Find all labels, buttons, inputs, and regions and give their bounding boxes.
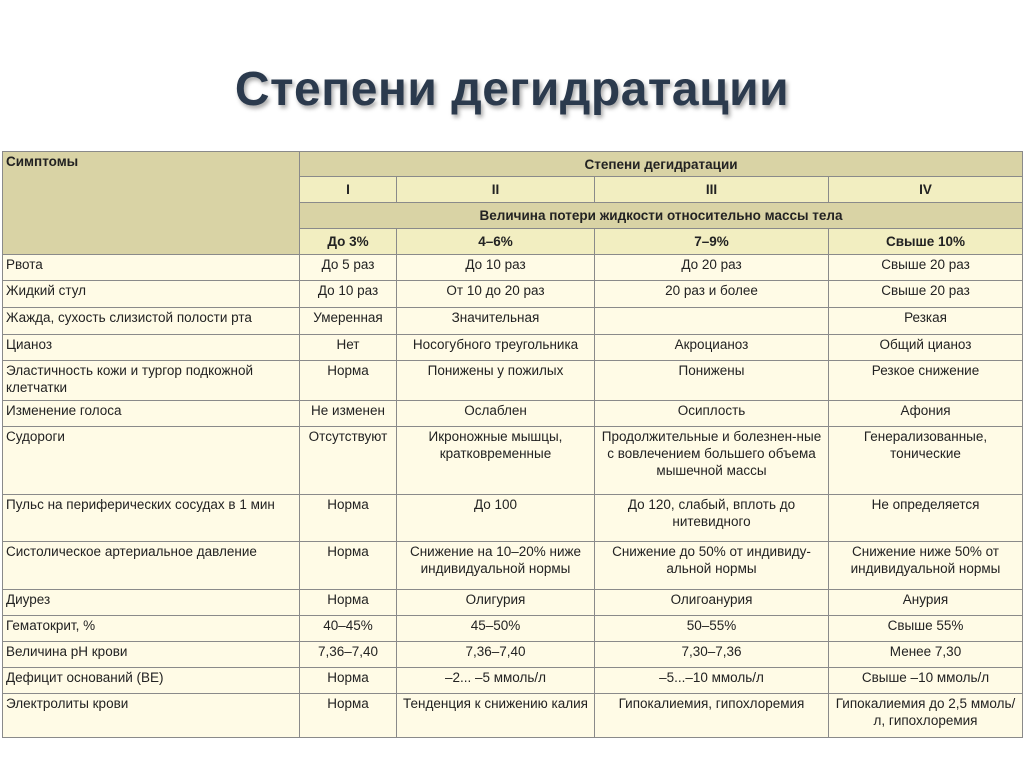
cell-degree-4: Резкое снижение [829, 361, 1023, 401]
table-row [3, 361, 1023, 401]
cell-degree-3: Осиплость [595, 401, 829, 427]
cell-degree-2: Икроножные мышцы, кратковременные [397, 427, 595, 495]
row-label: Жажда, сухость слизистой полости рта [3, 308, 300, 335]
cell-degree-4: Анурия [829, 590, 1023, 616]
table-row [3, 335, 1023, 361]
cell-degree-4: Свыше 20 раз [829, 255, 1023, 281]
cell-degree-3: 50–55% [595, 616, 829, 642]
row-label: Судороги [3, 427, 300, 495]
header-level-2: II [397, 177, 595, 203]
cell-degree-4: Снижение ниже 50% от индивидуальной нормы [829, 542, 1023, 590]
table-row [3, 427, 1023, 495]
cell-degree-1: Норма [300, 542, 397, 590]
table-row [3, 642, 1023, 668]
cell-degree-1: Норма [300, 361, 397, 401]
cell-degree-1: 40–45% [300, 616, 397, 642]
cell-degree-2: –2... –5 ммоль/л [397, 668, 595, 694]
cell-degree-2: Носогубного треугольника [397, 335, 595, 361]
cell-degree-3: Снижение до 50% от индивиду-альной нормы [595, 542, 829, 590]
cell-degree-4: Афония [829, 401, 1023, 427]
cell-degree-2: Ослаблен [397, 401, 595, 427]
table-row [3, 668, 1023, 694]
cell-degree-4: Гипокалиемия до 2,5 ммоль/л, гипохлоремия [829, 694, 1023, 738]
cell-degree-1: Норма [300, 590, 397, 616]
row-label: Эластичность кожи и тургор подкожной клетчатки [3, 361, 300, 401]
cell-degree-1: Отсутствуют [300, 427, 397, 495]
cell-degree-3: 7,30–7,36 [595, 642, 829, 668]
cell-degree-2: Тенденция к снижению калия [397, 694, 595, 738]
header-percent-2: 4–6% [397, 229, 595, 255]
cell-degree-3: 20 раз и более [595, 281, 829, 308]
cell-degree-3: –5...–10 ммоль/л [595, 668, 829, 694]
header-level-3: III [595, 177, 829, 203]
header-level-1: I [300, 177, 397, 203]
cell-degree-2: До 10 раз [397, 255, 595, 281]
cell-degree-3: Гипокалиемия, гипохлоремия [595, 694, 829, 738]
cell-degree-3: Продолжительные и болезнен-ные с вовлечением большего объема мышечной массы [595, 427, 829, 495]
header-degrees: Степени дегидратации [300, 152, 1023, 177]
table-row [3, 694, 1023, 738]
cell-degree-3: Акроцианоз [595, 335, 829, 361]
cell-degree-2: Олигурия [397, 590, 595, 616]
cell-degree-2: Значительная [397, 308, 595, 335]
header-level-4: IV [829, 177, 1023, 203]
table-row [3, 495, 1023, 542]
cell-degree-3: Олигоанурия [595, 590, 829, 616]
cell-degree-3 [595, 308, 829, 335]
row-label: Пульс на периферических сосудах в 1 мин [3, 495, 300, 542]
cell-degree-4: Менее 7,30 [829, 642, 1023, 668]
row-label: Рвота [3, 255, 300, 281]
cell-degree-2: 7,36–7,40 [397, 642, 595, 668]
cell-degree-1: 7,36–7,40 [300, 642, 397, 668]
cell-degree-2: Понижены у пожилых [397, 361, 595, 401]
cell-degree-2: До 100 [397, 495, 595, 542]
dehydration-table [2, 151, 1023, 738]
row-label: Цианоз [3, 335, 300, 361]
table-row [3, 255, 1023, 281]
row-label: Систолическое артериальное давление [3, 542, 300, 590]
table-row [3, 616, 1023, 642]
header-fluid-loss: Величина потери жидкости относительно массы тела [300, 203, 1023, 229]
cell-degree-1: До 5 раз [300, 255, 397, 281]
cell-degree-4: Свыше –10 ммоль/л [829, 668, 1023, 694]
cell-degree-2: От 10 до 20 раз [397, 281, 595, 308]
table-body [3, 255, 1023, 738]
cell-degree-4: Свыше 55% [829, 616, 1023, 642]
cell-degree-1: Нет [300, 335, 397, 361]
cell-degree-4: Общий цианоз [829, 335, 1023, 361]
row-label: Изменение голоса [3, 401, 300, 427]
cell-degree-4: Резкая [829, 308, 1023, 335]
dehydration-table-container [2, 151, 1022, 738]
row-label: Диурез [3, 590, 300, 616]
row-label: Электролиты крови [3, 694, 300, 738]
row-label: Величина pH крови [3, 642, 300, 668]
cell-degree-1: Норма [300, 694, 397, 738]
cell-degree-1: Норма [300, 495, 397, 542]
cell-degree-1: Умеренная [300, 308, 397, 335]
cell-degree-4: Генерализованные, тонические [829, 427, 1023, 495]
cell-degree-1: Норма [300, 668, 397, 694]
table-row [3, 308, 1023, 335]
table-row [3, 401, 1023, 427]
page-title: Степени дегидратации [234, 63, 790, 116]
table-row [3, 281, 1023, 308]
cell-degree-2: 45–50% [397, 616, 595, 642]
cell-degree-4: Свыше 20 раз [829, 281, 1023, 308]
row-label: Дефицит оснований (BE) [3, 668, 300, 694]
cell-degree-2: Снижение на 10–20% ниже индивидуальной нормы [397, 542, 595, 590]
cell-degree-3: До 20 раз [595, 255, 829, 281]
cell-degree-3: До 120, слабый, вплоть до нитевидного [595, 495, 829, 542]
header-percent-3: 7–9% [595, 229, 829, 255]
row-label: Гематокрит, % [3, 616, 300, 642]
row-label: Жидкий стул [3, 281, 300, 308]
cell-degree-3: Понижены [595, 361, 829, 401]
header-percent-4: Свыше 10% [829, 229, 1023, 255]
cell-degree-1: До 10 раз [300, 281, 397, 308]
cell-degree-4: Не определяется [829, 495, 1023, 542]
cell-degree-1: Не изменен [300, 401, 397, 427]
header-percent-1: До 3% [300, 229, 397, 255]
table-row [3, 590, 1023, 616]
header-symptoms: Симптомы [3, 152, 300, 255]
table-row [3, 542, 1023, 590]
